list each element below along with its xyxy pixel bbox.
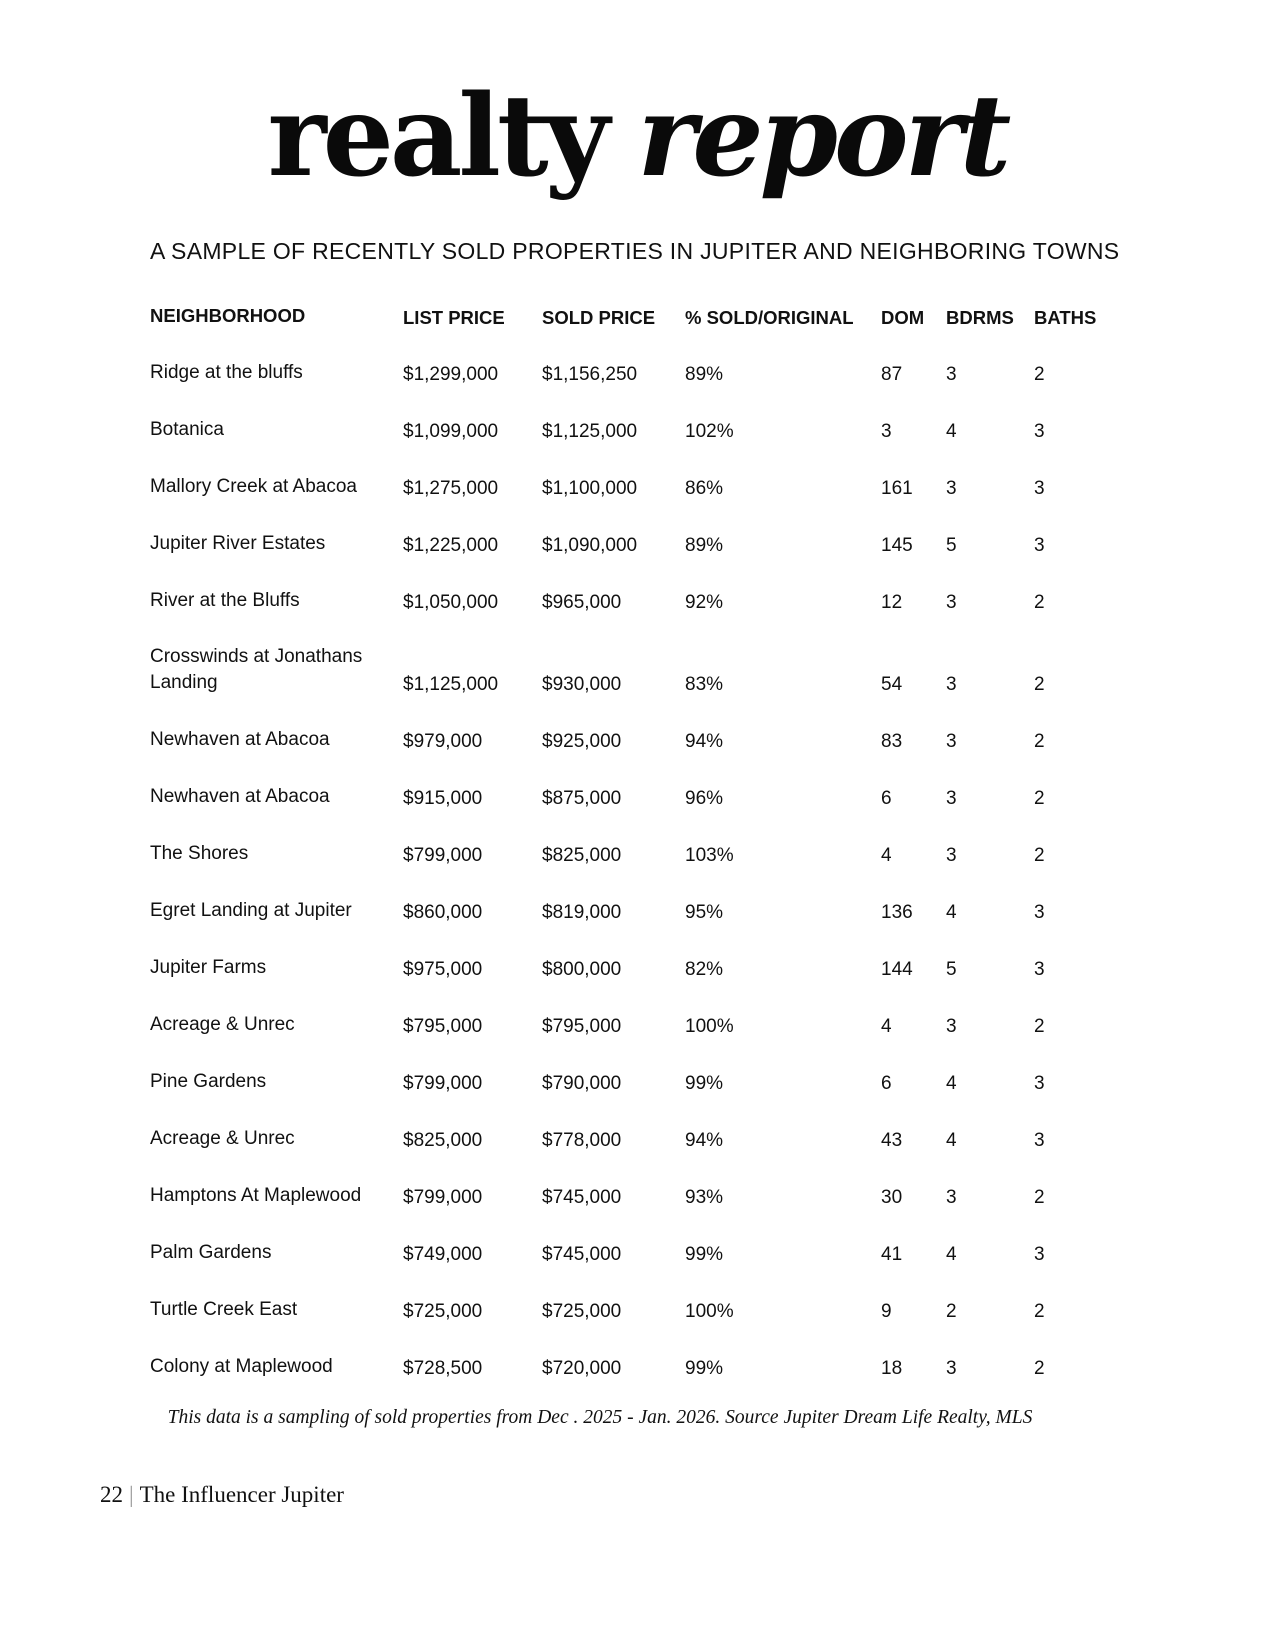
cell-dom <box>881 1244 946 1266</box>
cell-text: 5 <box>946 959 957 980</box>
cell-text: $800,000 <box>542 959 622 980</box>
cell-text: 2 <box>1034 364 1045 385</box>
cell-dom <box>881 1358 946 1380</box>
cell-dom <box>881 535 946 557</box>
cell-pct-sold-original <box>685 592 881 614</box>
cell-pct-sold-original <box>685 478 881 500</box>
cell-bdrms <box>946 592 1034 614</box>
cell-baths <box>1034 1358 1114 1380</box>
cell-sold-price <box>542 1130 685 1152</box>
cell-text: $778,000 <box>542 1130 622 1151</box>
cell-text: 93% <box>685 1187 724 1208</box>
table-row <box>150 867 1150 924</box>
cell-pct-sold-original <box>685 1073 881 1095</box>
cell-text: $1,156,250 <box>542 364 638 385</box>
cell-text: 92% <box>685 592 724 613</box>
cell-pct-sold-original <box>685 731 881 753</box>
cell-text: 94% <box>685 731 724 752</box>
table-row <box>150 386 1150 443</box>
cell-text: 6 <box>881 1073 892 1094</box>
cell-text: Newhaven at Abacoa <box>150 786 330 807</box>
table-row <box>150 1152 1150 1209</box>
cell-text: 6 <box>881 788 892 809</box>
cell-pct-sold-original <box>685 845 881 867</box>
cell-text: 83 <box>881 731 903 752</box>
cell-baths <box>1034 421 1114 443</box>
cell-text: 9 <box>881 1301 892 1322</box>
cell-sold-price <box>542 788 685 810</box>
cell-dom <box>881 845 946 867</box>
cell-dom <box>881 592 946 614</box>
cell-dom <box>881 1187 946 1209</box>
cell-text: Ridge at the bluffs <box>150 362 303 383</box>
cell-baths <box>1034 674 1114 696</box>
cell-list-price <box>403 959 542 981</box>
cell-text: 83% <box>685 674 724 695</box>
cell-baths <box>1034 535 1114 557</box>
table-row <box>150 1323 1150 1380</box>
cell-baths <box>1034 1016 1114 1038</box>
cell-text: 94% <box>685 1130 724 1151</box>
cell-baths <box>1034 1244 1114 1266</box>
cell-bdrms <box>946 1244 1034 1266</box>
cell-text: Mallory Creek at Abacoa <box>150 476 357 497</box>
cell-bdrms <box>946 731 1034 753</box>
cell-sold-price <box>542 421 685 443</box>
cell-pct-sold-original <box>685 364 881 386</box>
cell-neighborhood <box>150 1297 403 1323</box>
cell-text: Botanica <box>150 419 224 440</box>
cell-text: 2 <box>1034 788 1045 809</box>
cell-text: 3 <box>1034 959 1045 980</box>
cell-sold-price <box>542 845 685 867</box>
cell-bdrms <box>946 478 1034 500</box>
cell-text: 103% <box>685 845 734 866</box>
title-word-report: report <box>637 71 1008 202</box>
cell-neighborhood <box>150 1354 403 1380</box>
cell-baths <box>1034 902 1114 924</box>
cell-pct-sold-original <box>685 535 881 557</box>
cell-text: Turtle Creek East <box>150 1299 298 1320</box>
cell-text: 12 <box>881 592 903 613</box>
sold-properties-table <box>150 300 1150 1380</box>
table-row <box>150 1038 1150 1095</box>
cell-text: $799,000 <box>403 1073 483 1094</box>
table-row <box>150 924 1150 981</box>
cell-text: 89% <box>685 535 724 556</box>
cell-list-price <box>403 421 542 443</box>
cell-list-price <box>403 1358 542 1380</box>
cell-text: 2 <box>1034 592 1045 613</box>
cell-text: 102% <box>685 421 734 442</box>
cell-neighborhood <box>150 1012 403 1038</box>
cell-dom <box>881 1016 946 1038</box>
cell-bdrms <box>946 788 1034 810</box>
cell-dom <box>881 959 946 981</box>
cell-neighborhood <box>150 474 403 500</box>
cell-text: 4 <box>946 1130 957 1151</box>
cell-text: 54 <box>881 674 903 695</box>
table-row <box>150 557 1150 614</box>
cell-list-price <box>403 845 542 867</box>
cell-list-price <box>403 1130 542 1152</box>
cell-list-price <box>403 535 542 557</box>
cell-baths <box>1034 1130 1114 1152</box>
cell-baths <box>1034 845 1114 867</box>
cell-text: $965,000 <box>542 592 622 613</box>
cell-baths <box>1034 1073 1114 1095</box>
cell-text: $1,299,000 <box>403 364 499 385</box>
cell-text: $728,500 <box>403 1358 483 1379</box>
cell-text: River at the Bluffs <box>150 590 300 611</box>
cell-neighborhood <box>150 417 403 443</box>
cell-text: $795,000 <box>542 1016 622 1037</box>
cell-text: $915,000 <box>403 788 483 809</box>
cell-text: 3 <box>946 788 957 809</box>
cell-text: Pine Gardens <box>150 1071 267 1092</box>
cell-dom <box>881 902 946 924</box>
cell-bdrms <box>946 845 1034 867</box>
cell-bdrms <box>946 1016 1034 1038</box>
cell-pct-sold-original <box>685 902 881 924</box>
cell-bdrms <box>946 959 1034 981</box>
cell-pct-sold-original <box>685 959 881 981</box>
cell-pct-sold-original <box>685 1244 881 1266</box>
cell-neighborhood <box>150 1183 403 1209</box>
cell-text: 3 <box>1034 1073 1045 1094</box>
cell-dom <box>881 1301 946 1323</box>
cell-dom <box>881 674 946 696</box>
cell-bdrms <box>946 1073 1034 1095</box>
cell-bdrms <box>946 902 1034 924</box>
table-row <box>150 810 1150 867</box>
cell-text: 136 <box>881 902 913 923</box>
cell-text: 41 <box>881 1244 903 1265</box>
cell-sold-price <box>542 535 685 557</box>
cell-text: $749,000 <box>403 1244 483 1265</box>
cell-text: Newhaven at Abacoa <box>150 729 330 750</box>
cell-list-price <box>403 478 542 500</box>
cell-text: 5 <box>946 535 957 556</box>
cell-text: 3 <box>946 845 957 866</box>
cell-text: 4 <box>946 421 957 442</box>
table-row <box>150 329 1150 386</box>
cell-text: 30 <box>881 1187 903 1208</box>
cell-dom <box>881 731 946 753</box>
cell-bdrms <box>946 421 1034 443</box>
cell-text: 4 <box>946 1073 957 1094</box>
cell-text: $925,000 <box>542 731 622 752</box>
cell-text: 2 <box>946 1301 957 1322</box>
page-number: 22 <box>100 1482 123 1507</box>
cell-sold-price <box>542 1187 685 1209</box>
cell-bdrms <box>946 364 1034 386</box>
cell-neighborhood <box>150 727 403 753</box>
cell-text: 3 <box>946 478 957 499</box>
cell-text: $975,000 <box>403 959 483 980</box>
cell-list-price <box>403 1073 542 1095</box>
header-dom: DOM <box>881 307 925 328</box>
cell-bdrms <box>946 1301 1034 1323</box>
cell-sold-price <box>542 1244 685 1266</box>
cell-text: 100% <box>685 1016 734 1037</box>
cell-list-price <box>403 731 542 753</box>
cell-text: 99% <box>685 1358 724 1379</box>
cell-sold-price <box>542 478 685 500</box>
cell-dom <box>881 421 946 443</box>
cell-text: $875,000 <box>542 788 622 809</box>
cell-text: $825,000 <box>403 1130 483 1151</box>
cell-text: 89% <box>685 364 724 385</box>
cell-baths <box>1034 788 1114 810</box>
header-bdrms: BDRMS <box>946 307 1014 328</box>
header-pct-sold-original: % SOLD/ORIGINAL <box>685 307 854 328</box>
cell-text: 3 <box>1034 1244 1045 1265</box>
cell-text: 3 <box>946 1016 957 1037</box>
table-row <box>150 1266 1150 1323</box>
table-header-row <box>150 300 1150 329</box>
cell-text: $745,000 <box>542 1244 622 1265</box>
cell-text: 161 <box>881 478 913 499</box>
cell-baths <box>1034 592 1114 614</box>
cell-baths <box>1034 364 1114 386</box>
header-baths: BATHS <box>1034 307 1097 328</box>
cell-text: 3 <box>1034 902 1045 923</box>
cell-text: The Shores <box>150 843 249 864</box>
cell-text: 2 <box>1034 1301 1045 1322</box>
cell-sold-price <box>542 1301 685 1323</box>
cell-text: 100% <box>685 1301 734 1322</box>
cell-sold-price <box>542 1073 685 1095</box>
cell-text: Colony at Maplewood <box>150 1356 333 1377</box>
cell-text: 144 <box>881 959 913 980</box>
cell-text: $1,225,000 <box>403 535 499 556</box>
cell-text: Hamptons At Maplewood <box>150 1185 362 1206</box>
cell-text: $1,090,000 <box>542 535 638 556</box>
cell-dom <box>881 1130 946 1152</box>
cell-text: Palm Gardens <box>150 1242 272 1263</box>
cell-sold-price <box>542 592 685 614</box>
cell-text: 4 <box>946 902 957 923</box>
cell-neighborhood <box>150 841 403 867</box>
cell-text: $1,099,000 <box>403 421 499 442</box>
cell-text: 4 <box>881 845 892 866</box>
cell-text: 2 <box>1034 731 1045 752</box>
cell-text: Jupiter River Estates <box>150 533 326 554</box>
cell-dom <box>881 788 946 810</box>
cell-text: $720,000 <box>542 1358 622 1379</box>
table-row <box>150 1209 1150 1266</box>
cell-list-price <box>403 788 542 810</box>
cell-text: $790,000 <box>542 1073 622 1094</box>
page-footer <box>100 1482 344 1508</box>
cell-list-price <box>403 1244 542 1266</box>
cell-sold-price <box>542 674 685 696</box>
cell-pct-sold-original <box>685 421 881 443</box>
cell-bdrms <box>946 1187 1034 1209</box>
cell-text: $979,000 <box>403 731 483 752</box>
cell-text: Acreage & Unrec <box>150 1128 295 1149</box>
cell-text: 3 <box>946 731 957 752</box>
cell-pct-sold-original <box>685 1016 881 1038</box>
cell-neighborhood <box>150 1069 403 1095</box>
cell-text: 3 <box>946 1358 957 1379</box>
cell-pct-sold-original <box>685 1301 881 1323</box>
cell-text: $799,000 <box>403 1187 483 1208</box>
cell-text: $725,000 <box>542 1301 622 1322</box>
cell-neighborhood <box>150 644 403 696</box>
cell-sold-price <box>542 1016 685 1038</box>
cell-text: 2 <box>1034 845 1045 866</box>
cell-text: $795,000 <box>403 1016 483 1037</box>
page-title <box>0 70 1275 204</box>
cell-text: 3 <box>1034 1130 1045 1151</box>
cell-text: 3 <box>946 674 957 695</box>
cell-text: 4 <box>946 1244 957 1265</box>
cell-text: 3 <box>1034 421 1045 442</box>
cell-text: Crosswinds at Jonathans Landing <box>150 646 363 693</box>
cell-text: 95% <box>685 902 724 923</box>
cell-text: $860,000 <box>403 902 483 923</box>
cell-text: 82% <box>685 959 724 980</box>
cell-text: 145 <box>881 535 913 556</box>
table-row <box>150 753 1150 810</box>
cell-text: 99% <box>685 1073 724 1094</box>
cell-sold-price <box>542 364 685 386</box>
cell-bdrms <box>946 1130 1034 1152</box>
cell-text: Acreage & Unrec <box>150 1014 295 1035</box>
cell-list-price <box>403 1187 542 1209</box>
subtitle: A SAMPLE OF RECENTLY SOLD PROPERTIES IN JUPITER AND NEIGHBORING TOWNS <box>150 238 1120 264</box>
cell-dom <box>881 1073 946 1095</box>
cell-sold-price <box>542 902 685 924</box>
cell-pct-sold-original <box>685 674 881 696</box>
cell-baths <box>1034 731 1114 753</box>
table-row <box>150 443 1150 500</box>
cell-sold-price <box>542 959 685 981</box>
cell-sold-price <box>542 731 685 753</box>
cell-list-price <box>403 674 542 696</box>
cell-text: 3 <box>1034 478 1045 499</box>
cell-dom <box>881 364 946 386</box>
title-word-realty: realty <box>267 71 606 202</box>
table-row <box>150 696 1150 753</box>
cell-text: 3 <box>946 592 957 613</box>
cell-text: 3 <box>1034 535 1045 556</box>
cell-text: 43 <box>881 1130 903 1151</box>
source-note: This data is a sampling of sold properties from Dec . 2025 - Jan. 2026. Source Jupiter Dream Life Realty, MLS <box>167 1407 1033 1428</box>
cell-sold-price <box>542 1358 685 1380</box>
cell-text: $1,100,000 <box>542 478 638 499</box>
table-row <box>150 1095 1150 1152</box>
table-row <box>150 500 1150 557</box>
cell-text: 2 <box>1034 1016 1045 1037</box>
cell-list-price <box>403 1301 542 1323</box>
cell-text: 2 <box>1034 1187 1045 1208</box>
cell-baths <box>1034 959 1114 981</box>
cell-neighborhood <box>150 784 403 810</box>
cell-bdrms <box>946 1358 1034 1380</box>
cell-pct-sold-original <box>685 788 881 810</box>
cell-text: 3 <box>946 364 957 385</box>
cell-pct-sold-original <box>685 1187 881 1209</box>
cell-text: Egret Landing at Jupiter <box>150 900 352 921</box>
cell-baths <box>1034 1187 1114 1209</box>
cell-bdrms <box>946 674 1034 696</box>
cell-text: $1,275,000 <box>403 478 499 499</box>
cell-text: Jupiter Farms <box>150 957 267 978</box>
cell-neighborhood <box>150 898 403 924</box>
cell-dom <box>881 478 946 500</box>
cell-baths <box>1034 1301 1114 1323</box>
cell-text: 4 <box>881 1016 892 1037</box>
table-row <box>150 614 1150 696</box>
cell-pct-sold-original <box>685 1130 881 1152</box>
cell-neighborhood <box>150 1240 403 1266</box>
cell-text: $930,000 <box>542 674 622 695</box>
cell-text: $799,000 <box>403 845 483 866</box>
cell-baths <box>1034 478 1114 500</box>
footer-separator: | <box>129 1482 134 1507</box>
cell-bdrms <box>946 535 1034 557</box>
header-neighborhood: NEIGHBORHOOD <box>150 305 306 326</box>
cell-neighborhood <box>150 955 403 981</box>
cell-text: 2 <box>1034 674 1045 695</box>
cell-text: $819,000 <box>542 902 622 923</box>
cell-pct-sold-original <box>685 1358 881 1380</box>
cell-text: $1,125,000 <box>542 421 638 442</box>
cell-neighborhood <box>150 360 403 386</box>
cell-neighborhood <box>150 588 403 614</box>
cell-text: 3 <box>881 421 892 442</box>
cell-text: $825,000 <box>542 845 622 866</box>
cell-neighborhood <box>150 531 403 557</box>
cell-list-price <box>403 364 542 386</box>
cell-text: $1,125,000 <box>403 674 499 695</box>
publication-name: The Influencer Jupiter <box>139 1482 344 1507</box>
header-list-price: LIST PRICE <box>403 307 505 328</box>
cell-text: 2 <box>1034 1358 1045 1379</box>
table-row <box>150 981 1150 1038</box>
cell-text: $725,000 <box>403 1301 483 1322</box>
cell-text: 99% <box>685 1244 724 1265</box>
cell-text: 96% <box>685 788 724 809</box>
cell-neighborhood <box>150 1126 403 1152</box>
cell-text: 86% <box>685 478 724 499</box>
cell-list-price <box>403 902 542 924</box>
header-sold-price: SOLD PRICE <box>542 307 656 328</box>
cell-text: 18 <box>881 1358 903 1379</box>
cell-list-price <box>403 1016 542 1038</box>
cell-list-price <box>403 592 542 614</box>
cell-text: $1,050,000 <box>403 592 499 613</box>
cell-text: $745,000 <box>542 1187 622 1208</box>
cell-text: 87 <box>881 364 903 385</box>
cell-text: 3 <box>946 1187 957 1208</box>
